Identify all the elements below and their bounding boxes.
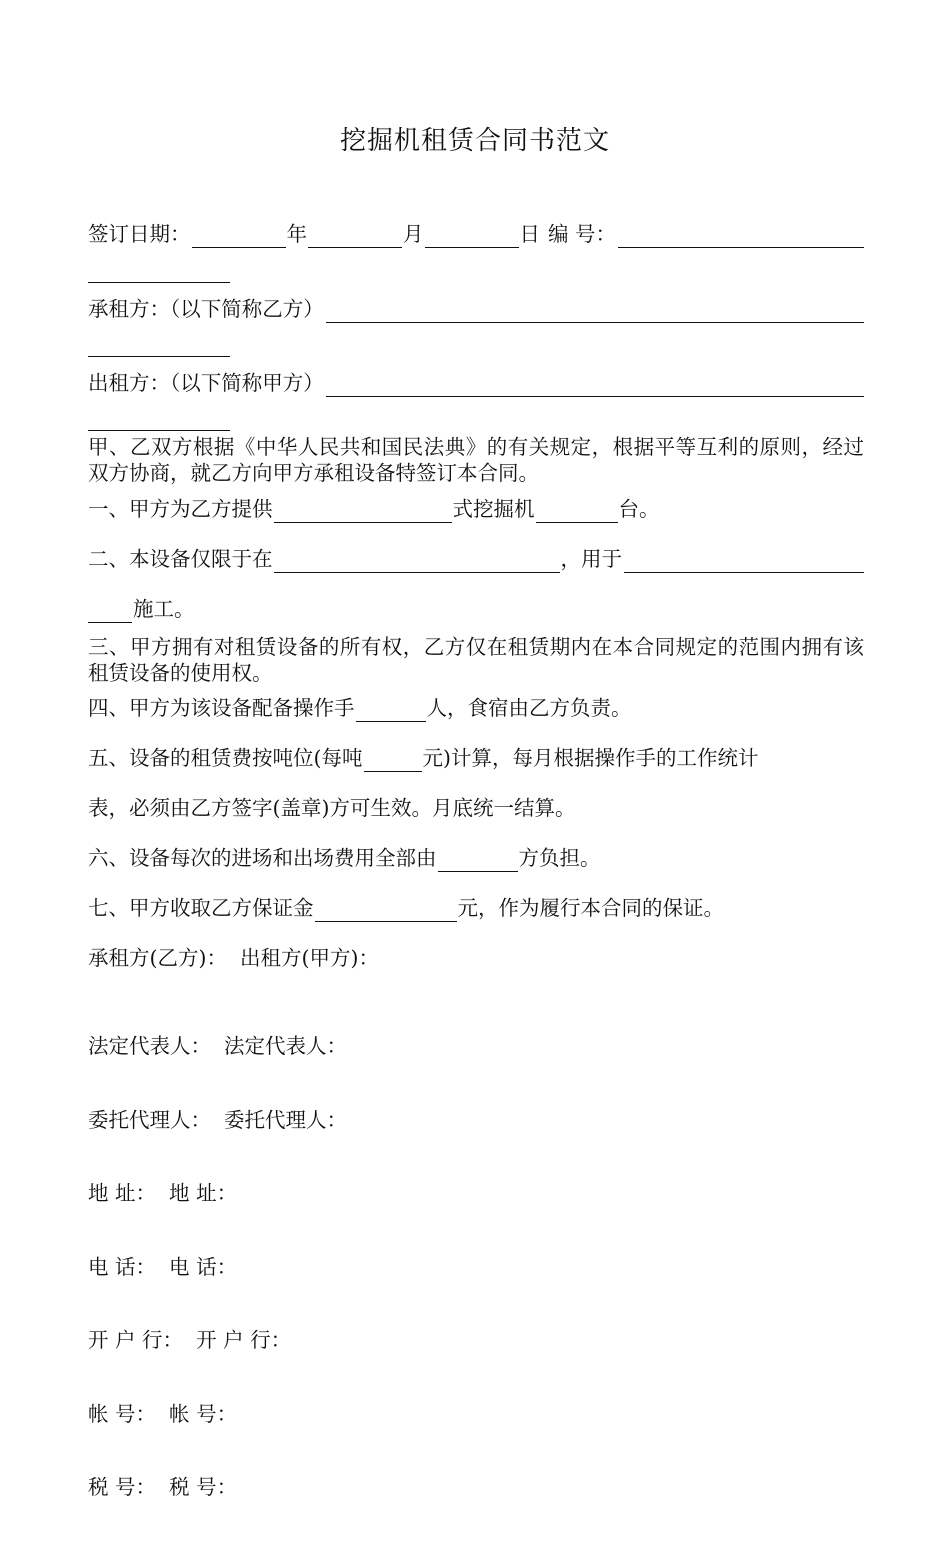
parties-text: 承租方(乙方)： 出租方(甲方)： bbox=[88, 946, 380, 970]
clause-5-text-c: 表，必须由乙方签字(盖章)方可生效。月底统一结算。 bbox=[88, 796, 576, 820]
clause-1 bbox=[88, 495, 864, 523]
clause-7-deposit-blank bbox=[315, 899, 457, 922]
clause-6-text-a: 六、设备每次的进场和出场费用全部由 bbox=[88, 846, 437, 870]
year-label: 年 bbox=[286, 222, 307, 246]
lessee-blank bbox=[326, 300, 864, 323]
number-blank-continued bbox=[88, 281, 230, 283]
signature-line-agent: 委托代理人： 委托代理人： bbox=[88, 1107, 348, 1132]
clause-2 bbox=[88, 545, 864, 573]
signature-line-account: 帐 号： 帐 号： bbox=[88, 1401, 238, 1426]
lessor-label: 出租方：（以下简称甲方） bbox=[88, 371, 324, 395]
clause-3: 三、甲方拥有对租赁设备的所有权，乙方仅在租赁期内在本合同规定的范围内拥有该租赁设备的使用权。 bbox=[88, 635, 864, 685]
clause-4-operator-blank bbox=[356, 699, 426, 722]
sign-date-label: 签订日期： bbox=[88, 222, 191, 246]
lessee-blank-continued bbox=[88, 355, 230, 357]
clause-6-text-b: 方负担。 bbox=[518, 846, 601, 870]
clause-2-usage-blank bbox=[624, 550, 864, 573]
clause-7 bbox=[88, 894, 864, 922]
clause-6-party-blank bbox=[438, 849, 518, 872]
clause-4-text-b: 人，食宿由乙方负责。 bbox=[426, 696, 632, 720]
document-title: 挖掘机租赁合同书范文 bbox=[339, 126, 610, 156]
signature-line-tax: 税 号： 税 号： bbox=[88, 1475, 238, 1499]
clause-2-text-b: ，用于 bbox=[560, 547, 622, 571]
clause-7-text-b: 元，作为履行本合同的保证。 bbox=[457, 896, 724, 920]
clause-1-type-blank bbox=[274, 500, 452, 523]
signature-line-phone: 电 话： 电 话： bbox=[88, 1254, 238, 1279]
number-label: 编 号： bbox=[548, 222, 617, 246]
lessee-label: 承租方：（以下简称乙方） bbox=[88, 297, 324, 321]
year-blank bbox=[192, 225, 286, 248]
clause-5-text-a: 五、设备的租赁费按吨位(每吨 bbox=[88, 746, 363, 770]
clause-4 bbox=[88, 694, 864, 722]
lessor-blank-continued bbox=[88, 429, 230, 431]
sign-date-line bbox=[88, 220, 864, 248]
clause-1-text-b: 式挖掘机 bbox=[452, 497, 535, 521]
clause-4-text-a: 四、甲方为该设备配备操作手 bbox=[88, 696, 355, 720]
clause-6 bbox=[88, 844, 864, 872]
day-label: 日 bbox=[519, 222, 540, 246]
clause-2-continued bbox=[88, 595, 864, 623]
month-blank bbox=[308, 225, 402, 248]
signature-block bbox=[88, 985, 347, 1549]
lessor-line bbox=[88, 369, 864, 397]
clause-7-text-a: 七、甲方收取乙方保证金 bbox=[88, 896, 314, 920]
clause-2-usage-blank-continued bbox=[88, 600, 132, 623]
parties-line bbox=[88, 944, 864, 972]
clause-1-text-c: 台。 bbox=[618, 497, 660, 521]
clause-5 bbox=[88, 744, 864, 772]
month-label: 月 bbox=[403, 222, 424, 246]
clause-1-count-blank bbox=[536, 500, 618, 523]
day-blank bbox=[425, 225, 519, 248]
clause-2-location-blank bbox=[274, 550, 560, 573]
clause-5-continued bbox=[88, 794, 864, 822]
signature-line-bank: 开 户 行： 开 户 行： bbox=[88, 1328, 292, 1352]
lessee-line bbox=[88, 295, 864, 323]
clause-2-text-c: 施工。 bbox=[133, 597, 195, 621]
clause-5-text-b: 元)计算，每月根据操作手的工作统计 bbox=[422, 746, 759, 770]
number-blank bbox=[618, 225, 864, 248]
lessor-blank bbox=[326, 374, 864, 397]
signature-line-representative: 法定代表人： 法定代表人： bbox=[88, 1034, 348, 1058]
signature-line-address: 地 址： 地 址： bbox=[88, 1181, 238, 1205]
clause-5-price-blank bbox=[364, 749, 422, 772]
intro-paragraph: 甲、乙双方根据《中华人民共和国民法典》的有关规定，根据平等互利的原则，经过双方协商，就乙方向甲方承租设备特签订本合同。 bbox=[88, 435, 864, 485]
clause-1-text-a: 一、甲方为乙方提供 bbox=[88, 497, 273, 521]
clause-2-text-a: 二、本设备仅限于在 bbox=[88, 547, 273, 571]
